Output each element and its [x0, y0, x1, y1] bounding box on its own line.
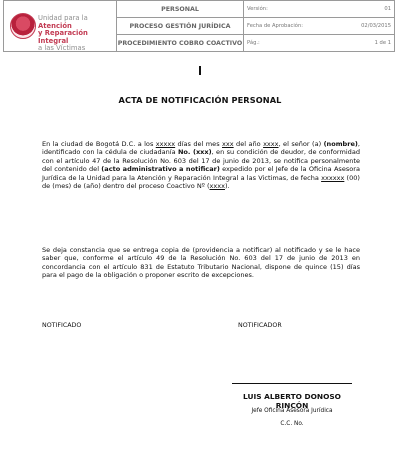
approval-date-value: 02/03/2015 — [361, 23, 391, 29]
page-value: 1 de 1 — [374, 40, 391, 46]
p1-text: , en su condición de deudor, de conformidad con el artículo 47 de la Resolución No. 603 del 17 de junio de 2013, se notifica personalmente del contenido del — [42, 148, 360, 174]
p1-placeholder-process: xxxx — [209, 182, 225, 191]
header-title-personal: PERSONAL — [117, 1, 244, 18]
logo-line1: Unidad para la — [38, 14, 88, 22]
notice-paragraph: Se deja constancia que se entrega copia de (providencia a notificar) al notificado y se le hace saber que, conforme el artículo 49 de la Resolución No. 603 del 17 de junio de 2013 en concordancia con el artículo 831 de Estatuto Tributario Nacional, dispone de quince (15) días para el pago de la obligación o proponer escrito de excepciones. — [42, 246, 360, 280]
header-title-process: PROCESO GESTIÓN JURÍDICA — [117, 18, 244, 35]
p1-text: , identificado con la cédula de ciudadanía — [42, 140, 360, 157]
p1-placeholder-date: xxxxxx — [321, 173, 345, 182]
header-page — [244, 35, 395, 52]
p1-placeholder-month: xxx — [222, 140, 234, 148]
p1-placeholder-name: (nombre) — [323, 140, 358, 148]
p1-text: ). — [225, 182, 230, 191]
unidad-victimas-logo — [6, 3, 114, 52]
header-version — [244, 1, 395, 18]
logo-text — [38, 15, 114, 53]
p1-placeholder-id: No. (xxx) — [177, 148, 212, 157]
logo-line3: a las Víctimas — [38, 44, 86, 52]
signer-id: C.C. No. — [280, 421, 304, 427]
p1-text: días del mes — [175, 140, 223, 148]
coat-of-arms-icon — [10, 13, 36, 39]
approval-date-label: Fecha de Aprobación: — [247, 23, 304, 29]
signature-line — [232, 383, 352, 384]
version-label: Versión: — [247, 6, 268, 12]
logo-line2: y Reparación Integral — [38, 29, 88, 45]
document-header — [3, 0, 395, 52]
header-title-procedure: PROCEDIMIENTO COBRO COACTIVO — [117, 35, 244, 52]
logo-cell — [4, 1, 117, 52]
p1-text: del año — [233, 140, 264, 148]
p1-placeholder-days: xxxxx — [155, 140, 176, 148]
p1-placeholder-year: xxxx — [263, 140, 279, 148]
version-value: 01 — [384, 6, 391, 12]
p1-text: En la ciudad de Bogotá D.C. a los — [42, 140, 156, 148]
p1-placeholder-act: (acto administrativo a notificar) — [101, 165, 220, 174]
notified-label: NOTIFICADO — [42, 322, 82, 329]
notifier-label: NOTIFICADOR — [238, 322, 282, 329]
document-title: ACTA DE NOTIFICACIÓN PERSONAL — [118, 95, 282, 105]
logo-line1-bold: Atención — [38, 21, 72, 30]
signer-name: LUIS ALBERTO DONOSO RINCÓN — [243, 392, 341, 410]
header-approval-date — [244, 18, 395, 35]
text-cursor-marker — [199, 66, 201, 75]
signer-position: Jefe Oficina Asesora Jurídica — [251, 408, 333, 414]
notification-paragraph — [42, 140, 360, 190]
p1-text: (00) de (mes) de (año) dentro del proceso Coactivo Nº ( — [42, 173, 360, 191]
p1-text: , el señor (a) — [278, 140, 324, 148]
page-label: Pág.: — [247, 40, 260, 46]
p1-text: expedido por el Jefe de la Oficina Asesora Jurídica de la Unidad para la Atención y Reparación Integral a las Victimas, de fecha — [42, 165, 360, 182]
